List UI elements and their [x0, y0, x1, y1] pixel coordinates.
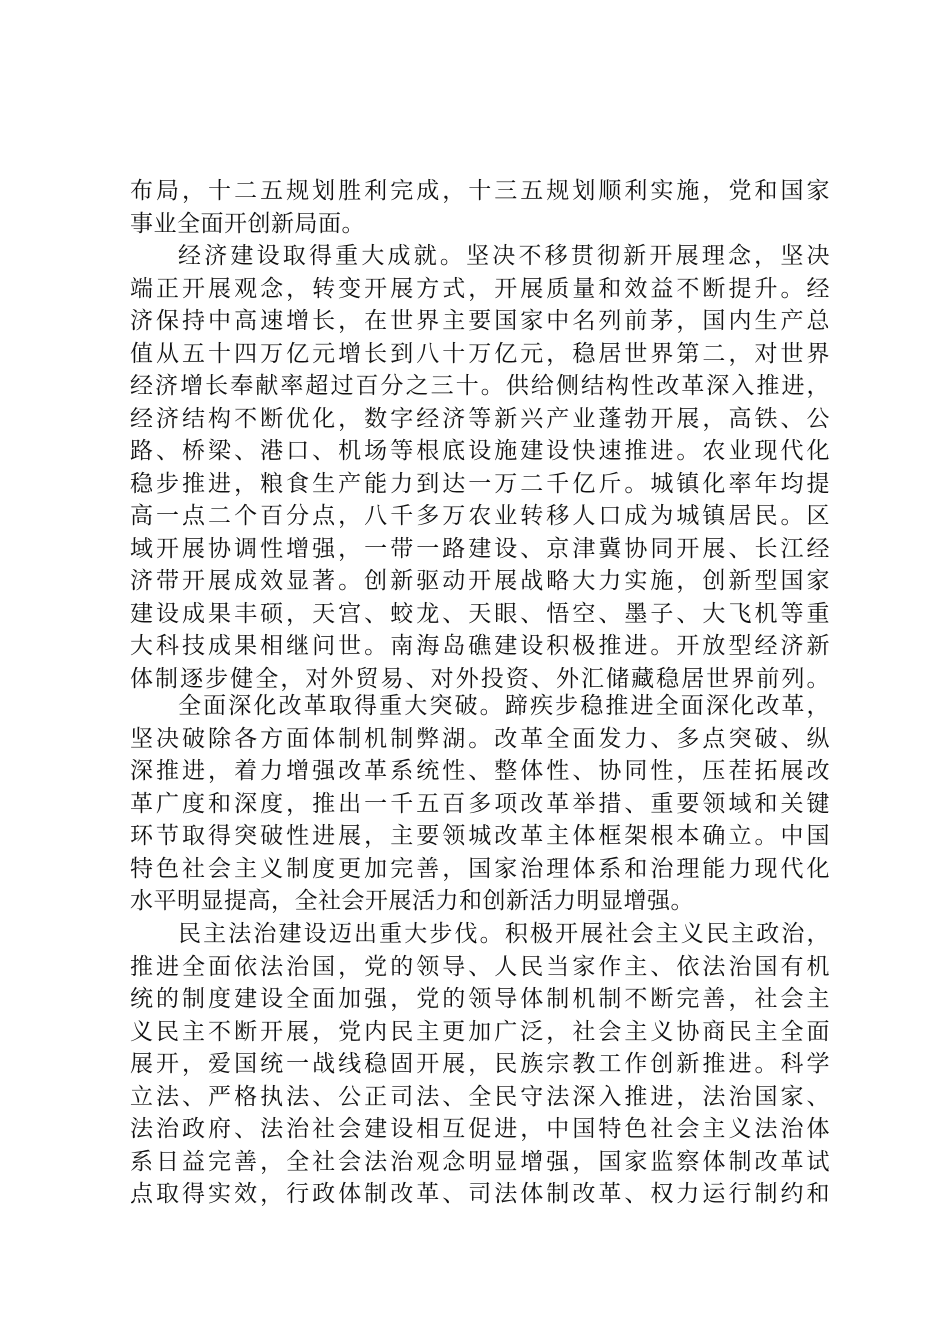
text-line: 水平明显提高，全社会开展活力和创新活力明显增强。: [130, 888, 694, 914]
text-line: 稳步推进，粮食生产能力到达一万二千亿斤。城镇化率年均提: [130, 470, 830, 497]
text-line: 义民主不断开展，党内民主更加广泛，社会主义协商民主全面: [130, 1018, 830, 1045]
text-line: 深推进，着力增强改革系统性、整体性、协同性，压茬拓展改: [130, 758, 830, 784]
paragraph-rule-of-law: [130, 918, 830, 1211]
text-line: 值从五十四万亿元增长到八十万亿元，稳居世界第二，对世界: [130, 340, 830, 367]
text-line: 特色社会主义制度更加完善，国家治理体系和治理能力现代化: [130, 855, 830, 882]
text-line: 济保持中高速增长，在世界主要国家中名列前茅，国内生产总: [130, 308, 830, 334]
text-line: 建设成果丰硕，天宫、蛟龙、天眼、悟空、墨子、大飞机等重: [130, 600, 830, 627]
text-line: 点取得实效，行政体制改革、司法体制改革、权力运行制约和: [130, 1181, 830, 1207]
text-line: 统的制度建设全面加强，党的领导体制机制不断完善，社会主: [130, 986, 830, 1012]
text-line: 布局，十二五规划胜利完成，十三五规划顺利实施，党和国家: [130, 178, 830, 204]
text-line: 事业全面开创新局面。: [130, 210, 365, 237]
text-line: 经济建设取得重大成就。坚决不移贯彻新开展理念，坚决: [178, 243, 830, 269]
text-line: 体制逐步健全，对外贸易、对外投资、外汇储藏稳居世界前列。: [130, 665, 830, 692]
text-line: 法治政府、法治社会建设相互促进，中国特色社会主义法治体: [130, 1116, 830, 1142]
text-line: 济带开展成效显著。创新驱动开展战略大力实施，创新型国家: [130, 568, 830, 594]
text-line: 立法、严格执法、公正司法、全民守法深入推进，法治国家、: [130, 1083, 830, 1110]
text-line: 高一点二个百分点，八千多万农业转移人口成为城镇居民。区: [130, 503, 830, 529]
text-line: 经济增长奉献率超过百分之三十。供给侧结构性改革深入推进，: [130, 373, 830, 399]
text-line: 路、桥梁、港口、机场等根底设施建设快速推进。农业现代化: [130, 438, 830, 464]
text-line: 环节取得突破性进展，主要领城改革主体框架根本确立。中国: [130, 823, 830, 849]
text-line: 经济结构不断优化，数字经济等新兴产业蓬勃开展，高铁、公: [130, 405, 830, 432]
paragraph-continuation: [130, 175, 830, 240]
text-line: 域开展协调性增强，一带一路建设、京津冀协同开展、长江经: [130, 535, 830, 562]
text-line: 系日益完善，全社会法治观念明显增强，国家监察体制改革试: [130, 1148, 830, 1175]
text-line: 革广度和深度，推出一千五百多项改革举措、重要领域和关键: [130, 790, 830, 817]
text-line: 推进全面依法治国，党的领导、人民当家作主、依法治国有机: [130, 953, 830, 980]
text-line: 端正开展观念，转变开展方式，开展质量和效益不断提升。经: [130, 275, 830, 302]
text-line: 大科技成果相继问世。南海岛礁建设积极推进。开放型经济新: [130, 633, 830, 659]
paragraph-economy: [130, 240, 830, 695]
paragraph-reform: [130, 690, 830, 918]
text-line: 民主法治建设迈出重大步伐。积极开展社会主义民主政治，: [178, 921, 830, 947]
text-line: 坚决破除各方面体制机制弊湖。改革全面发力、多点突破、纵: [130, 725, 830, 752]
text-line: 展开，爱国统一战线稳固开展，民族宗教工作创新推进。科学: [130, 1051, 830, 1077]
text-line: 全面深化改革取得重大突破。蹄疾步稳推进全面深化改革，: [178, 693, 830, 719]
